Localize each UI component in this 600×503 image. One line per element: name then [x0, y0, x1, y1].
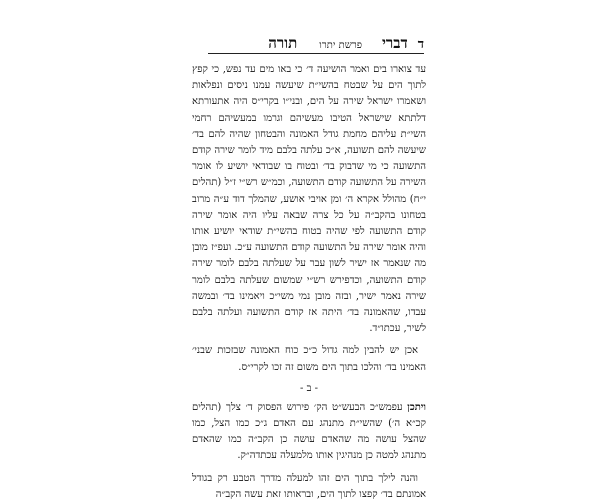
header-parsha: פרשת יתרו [319, 40, 362, 51]
header-title: דברי [381, 34, 408, 52]
paragraph-3 [192, 400, 426, 465]
header-book: תורה [268, 34, 298, 52]
body-text [192, 62, 426, 503]
paragraph-1: עד צוארו בים ואמר הושיעה ד׳ כי באו מים עד נפש, כי קפץ לתוך הים על שבטח בהשי״ת שיעשה עמנו ניסים ונפלאות ושאמרו ישראל שירה על הים, ובני״ו בקרי״ס היה אתעורתא דלתתא שישראל הטיבו מעשיהם וגרמו במעשיהם רחמי השי״ת עליהם מחמת גודל האמונה והבטחון שהיה להם בד׳ שיעשה להם תשועה, א״כ עלתה בלבם מיד לומר שירה קודם התשועה כי מי שדבוק בד׳ ובטוח בו שבודאי יושיע לו אומר השירה על התשועה קודם התשועה, וכמ״ש רש״י ז״ל (תהלים י״ח) מהולל אקרא ה׳ ומן אויבי אושע, שהמלך דוד ע״ה מרוב בטחונו בהקב״ה על כל צרה שבאה עליו היה אומר שירה קודם התשועה לפי שהיה בטוח בהשי״ת שודאי יושיע אותו והיה אומר שירה על התשועה קודם התשועה ע״כ. ועפ״ז מובן מה שנאמר אז ישיר לשון עבר על שעלתה בלבם לומר שירה קודם התשועה, וכדפירש רש״י שמשום שעלתה בלבם לומר שירה נאמר ישיר, ובזה מובן נמי משי״כ ויאמינו בד׳ ובמשה עבדו, שהאמונה בד׳ היתה אז קודם התשועה ועלתה בלבם לשיר, עכתו״ד. [192, 64, 426, 335]
paragraph-3-lead-word: ויתכן [407, 401, 426, 413]
page-number: ד [417, 37, 424, 52]
section-marker: - ב - [300, 382, 318, 394]
header-rule [208, 53, 424, 54]
paragraph-2: אכן יש להבין למה גדול כ״כ כוח האמונה שבזכות שבני׳ האמינו בד׳ והלכו בתוך הים משום זה זכו לקרי״ס. [192, 345, 426, 373]
paragraph-3-text: עפמש״כ הבעש״ט הק׳ פירוש הפסוק ד׳ צלך (תהלים קכ״א ה׳) שהשי״ת מתנהג עם האדם ג״כ כמו הצל, כמו שהצל עושה מה שהאדם עושה כן הקב״ה כמו שהאדם מתנהג למטה כן מנהיגין אותו מלמעלה עכתדה״ק. [192, 401, 426, 462]
running-header [200, 34, 424, 52]
paragraph-4: והנה לילך בתוך הים זהו למעלה מדרך הטבע רק בגודל אמונתם בד׳ קפצו לתוך הים, ובראותו זאת עשה הקב״ה [192, 472, 426, 500]
